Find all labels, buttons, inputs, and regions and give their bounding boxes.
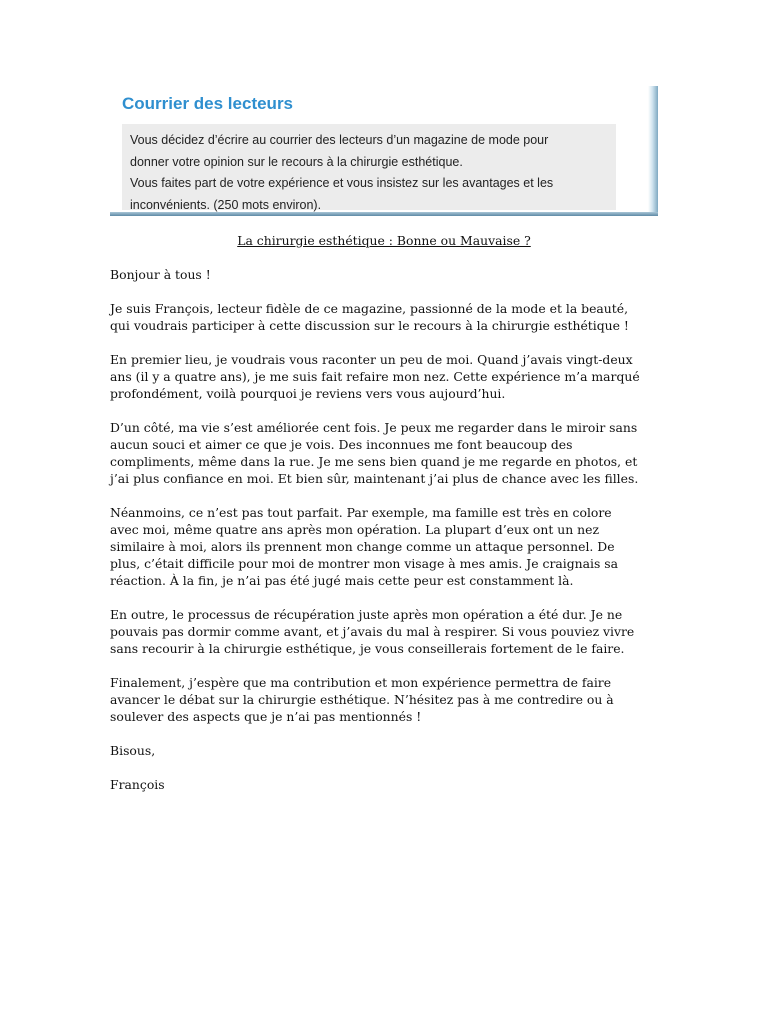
paragraph-line: Je suis François, lecteur fidèle de ce magazine, passionné de la mode et la beauté, xyxy=(110,301,629,316)
paragraph-introduction xyxy=(110,300,658,334)
prompt-line: donner votre opinion sur le recours à la chirurgie esthétique. xyxy=(130,154,463,169)
paragraph-line: profondément, voilà pourquoi je reviens vers vous aujourd’hui. xyxy=(110,386,506,401)
prompt-line: Vous décidez d’écrire au courrier des lecteurs d’un magazine de mode pour xyxy=(130,133,549,147)
paragraph-line: réaction. À la fin, je n’ai pas été jugé mais cette peur est constamment là. xyxy=(110,573,574,588)
prompt-title: Courrier des lecteurs xyxy=(122,94,294,113)
paragraph-line: avec moi, même quatre ans après mon opération. La plupart d’eux ont un nez xyxy=(110,522,599,537)
prompt-instructions xyxy=(122,124,616,210)
paragraph-line: pouvais pas dormir comme avant, et j’avais du mal à respirer. Si vous pouviez vivre xyxy=(110,624,635,639)
prompt-box-right-shadow xyxy=(648,86,658,216)
paragraph-recovery xyxy=(110,606,658,657)
paragraph-line: Finalement, j’espère que ma contribution et mon expérience permettra de faire xyxy=(110,675,612,690)
paragraph-line: En premier lieu, je voudrais vous raconter un peu de moi. Quand j’avais vingt-deux xyxy=(110,352,633,367)
paragraph-line: soulever des aspects que je n’ai pas mentionnés ! xyxy=(110,709,422,724)
paragraph-line: similaire à moi, alors ils prennent mon change comme un attaque personnel. De xyxy=(110,539,615,554)
paragraph-advantages xyxy=(110,419,658,487)
signature-text: François xyxy=(110,777,165,792)
prompt-line: inconvénients. (250 mots environ). xyxy=(130,197,322,212)
essay-body xyxy=(110,232,658,810)
closing xyxy=(110,742,658,759)
paragraph-line: aucun souci et aimer ce que je vois. Des inconnues me font beaucoup des xyxy=(110,437,573,452)
paragraph-line: sans recourir à la chirurgie esthétique, je vous conseillerais fortement de le faire. xyxy=(110,641,625,656)
paragraph-line: j’ai plus confiance en moi. Et bien sûr, maintenant j’ai plus de chance avec les filles. xyxy=(110,471,639,486)
paragraph-disadvantages xyxy=(110,504,658,589)
prompt-line: Vous faites part de votre expérience et vous insistez sur les avantages et les xyxy=(130,176,554,190)
paragraph-line: En outre, le processus de récupération juste après mon opération a été dur. Je ne xyxy=(110,607,623,622)
paragraph-background xyxy=(110,351,658,402)
paragraph-line: qui voudrais participer à cette discussion sur le recours à la chirurgie esthétique ! xyxy=(110,318,629,333)
prompt-box-bottom-border xyxy=(110,212,658,216)
paragraph-line: D’un côté, ma vie s’est améliorée cent fois. Je peux me regarder dans le miroir sans xyxy=(110,420,638,435)
paragraph-line: ans (il y a quatre ans), je me suis fait refaire mon nez. Cette expérience m’a marqué xyxy=(110,369,640,384)
writing-prompt-box xyxy=(110,86,658,216)
greeting xyxy=(110,266,658,283)
paragraph-line: compliments, même dans la rue. Je me sens bien quand je me regarde en photos, et xyxy=(110,454,638,469)
signature xyxy=(110,776,658,793)
paragraph-line: Néanmoins, ce n’est pas tout parfait. Par exemple, ma famille est très en colore xyxy=(110,505,612,520)
paragraph-line: avancer le débat sur la chirurgie esthétique. N’hésitez pas à me contredire ou à xyxy=(110,692,614,707)
essay-title: La chirurgie esthétique : Bonne ou Mauvaise ? xyxy=(237,233,531,248)
paragraph-line: plus, c’était difficile pour moi de montrer mon visage à mes amis. Je craignais sa xyxy=(110,556,619,571)
greeting-text: Bonjour à tous ! xyxy=(110,267,211,282)
paragraph-conclusion xyxy=(110,674,658,725)
closing-text: Bisous, xyxy=(110,743,156,758)
